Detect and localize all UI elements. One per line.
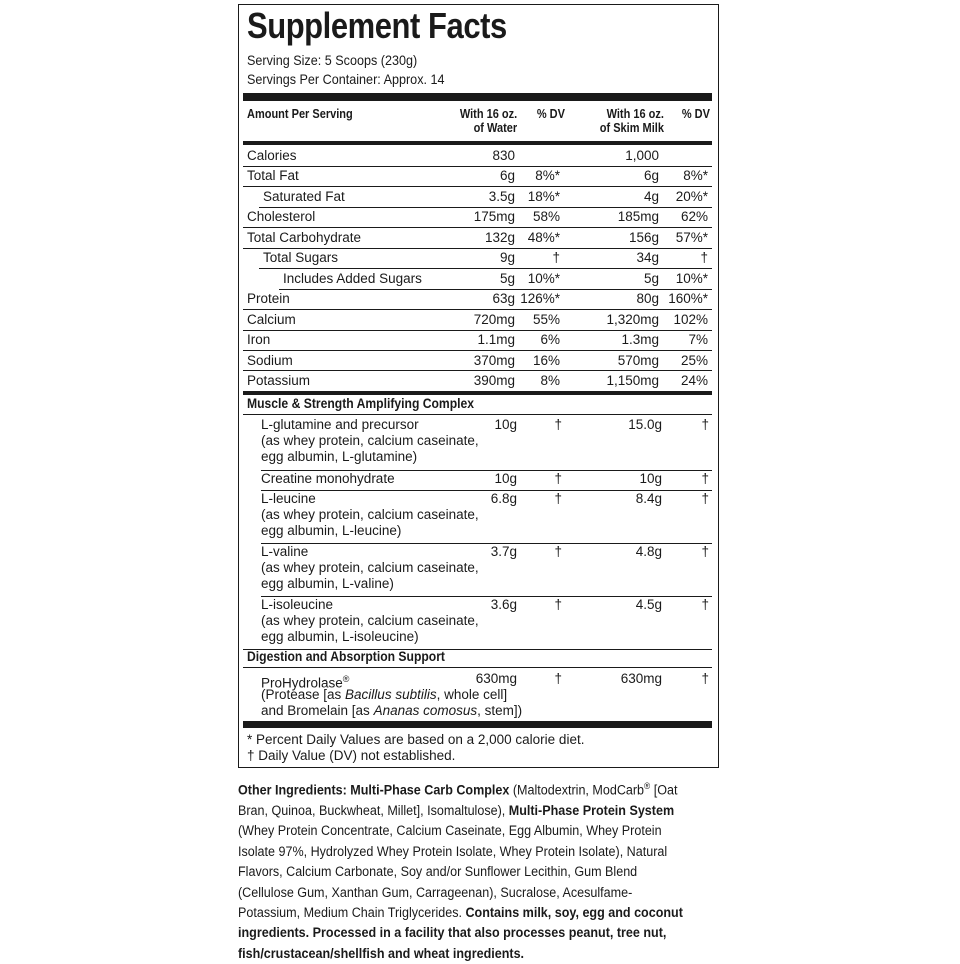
nutrient-water-dv: † [552, 250, 560, 266]
nutrient-milk-amount: 6g [643, 168, 659, 184]
nutrient-name: Calcium [247, 311, 296, 327]
ingredient-source-cont: egg albumin, L-isoleucine) [261, 629, 419, 644]
nutrient-water-amount: 720mg [473, 311, 515, 327]
nutrient-water-amount: 3.5g [488, 188, 515, 204]
ingredient-milk-dv: † [701, 471, 709, 486]
thick-divider [243, 93, 712, 101]
nutrient-milk-dv: 24% [680, 372, 708, 388]
modcarb-reg: ® [644, 781, 651, 791]
nutrient-name: Total Carbohydrate [247, 229, 362, 245]
ingredient-milk-dv: † [701, 597, 709, 612]
ingredient-source: (as whey protein, calcium caseinate, [261, 433, 479, 448]
header-dv1: % DV [536, 107, 565, 121]
nutrient-name: Saturated Fat [263, 188, 345, 204]
nutrient-name: Includes Added Sugars [283, 270, 422, 286]
ingredient-source: (as whey protein, calcium caseinate, [261, 560, 479, 575]
nutrient-water-amount: 1.1mg [477, 332, 515, 348]
nutrient-water-dv: 16% [532, 352, 560, 368]
other-text-3: (Whey Protein Concentrate, Calcium Caseinate, Egg Albumin, Whey Protein Isolate 97%, Hydrolyzed Whey Protein Isolate, Whey Protein Isolate), Natural Flavors, Calcium Carbonate, Soy and/or Sunflower Lecithin, Gum Blend (Cellulose Gum, Xanthan Gum, Carrageenan), Sucralose, Acesulfame-Potassium, Medium Chain Triglycerides. [238, 823, 668, 920]
nutrient-water-dv: 10%* [527, 270, 560, 286]
ingredient-water-amount: 3.7g [490, 544, 517, 559]
nutrient-water-amount: 6g [499, 168, 515, 184]
header-milk [600, 107, 664, 135]
nutrient-water-dv: 58% [532, 209, 560, 225]
digestion-title-rule [243, 667, 712, 668]
complex-row [261, 597, 712, 649]
nutrient-milk-dv: 7% [688, 332, 708, 348]
nutrient-name: Total Sugars [263, 250, 339, 266]
nutrient-row [243, 269, 712, 289]
ingredient-milk-amount: 10g [639, 471, 662, 486]
nutrient-water-amount: 175mg [473, 209, 515, 225]
ingredient-milk-amount: 15.0g [628, 417, 662, 432]
nutrient-water-dv: 48%* [527, 229, 560, 245]
complex-title: Muscle & Strength Amplifying Complex [247, 396, 475, 411]
nutrient-row [243, 310, 712, 330]
ingredient-water-dv: † [554, 471, 562, 486]
other-ingredients-label: Other Ingredients: Multi-Phase Carb Complex [238, 782, 510, 798]
nutrient-milk-dv: 160%* [668, 291, 708, 307]
nutrient-row [243, 146, 712, 166]
bottom-divider [243, 721, 712, 728]
nutrient-water-amount: 132g [484, 229, 515, 245]
nutrient-water-amount: 5g [499, 270, 515, 286]
nutrient-row [243, 248, 712, 268]
ingredient-name: L-isoleucine [261, 597, 334, 612]
header-amount: Amount Per Serving [247, 107, 353, 121]
complex-row [261, 491, 712, 543]
ingredient-milk-amount: 4.5g [635, 597, 662, 612]
ingredient-source: (as whey protein, calcium caseinate, [261, 613, 479, 628]
ingredient-source-cont: egg albumin, L-valine) [261, 576, 394, 591]
nutrient-name: Protein [247, 291, 290, 307]
nutrient-name: Calories [247, 148, 297, 163]
header-water-line2: of Water [473, 121, 517, 135]
prohydrolase-milk: 630mg [620, 671, 662, 686]
header-water [460, 107, 517, 135]
ingredient-name: L-valine [261, 544, 309, 559]
nutrient-row [243, 207, 712, 227]
prohydrolase-water: 630mg [475, 671, 517, 686]
header-milk-line1: With 16 oz. [606, 107, 664, 121]
nutrient-row [243, 330, 712, 350]
ingredient-water-dv: † [554, 491, 562, 506]
ingredient-milk-amount: 4.8g [635, 544, 662, 559]
ingredient-water-dv: † [554, 417, 562, 432]
nutrient-name: Sodium [247, 352, 293, 368]
nutrient-name: Potassium [247, 372, 311, 388]
footnote-dv: * Percent Daily Values are based on a 2,000 calorie diet. [247, 732, 585, 747]
nutrient-water-amount: 9g [499, 250, 515, 266]
complex-row [261, 471, 712, 489]
prohydrolase-dv1: † [554, 671, 562, 686]
nutrient-milk-dv: 8%* [683, 168, 708, 184]
other-text-1: (Maltodextrin, ModCarb [509, 782, 645, 798]
nutrient-water-dv: 6% [540, 332, 560, 348]
header-milk-line2: of Skim Milk [599, 121, 664, 135]
nutrient-milk-dv: 25% [680, 352, 708, 368]
ingredient-milk-amount: 8.4g [635, 491, 662, 506]
nutrient-milk-amount: 1.3mg [621, 332, 659, 348]
ingredient-water-amount: 10g [494, 417, 517, 432]
nutrient-name: Total Fat [247, 168, 299, 184]
nutrient-row [243, 371, 712, 391]
ingredient-source: (as whey protein, calcium caseinate, [261, 507, 479, 522]
header-dv2: % DV [681, 107, 710, 121]
nutrient-row [243, 166, 712, 186]
nutrient-water-amount: 830 [492, 148, 515, 163]
ingredient-milk-dv: † [701, 417, 709, 432]
allergen-statement: Contains milk, soy, egg and coconut ingredients. Processed in a facility that also processes peanut, tree nut, fish/crustacean/shellfish and wheat ingredients. [238, 904, 683, 961]
nutrient-water-dv: 18%* [527, 188, 560, 204]
protein-system-label: Multi-Phase Protein System [508, 802, 675, 818]
nutrient-water-dv: 126%* [520, 291, 560, 307]
ingredient-water-dv: † [554, 544, 562, 559]
ingredient-water-amount: 10g [494, 471, 517, 486]
nutrient-milk-dv: 102% [673, 311, 708, 327]
nutrient-water-amount: 370mg [473, 352, 515, 368]
servings-per-container: Servings Per Container: Approx. 14 [247, 71, 445, 87]
nutrient-milk-amount: 1,000 [625, 148, 659, 163]
nutrient-milk-amount: 4g [643, 188, 659, 204]
nutrient-row [243, 228, 712, 248]
nutrient-milk-amount: 1,150mg [606, 372, 659, 388]
nutrient-milk-amount: 5g [643, 270, 659, 286]
serving-size: Serving Size: 5 Scoops (230g) [247, 52, 418, 68]
nutrient-row [243, 289, 712, 309]
complex-row [261, 544, 712, 596]
nutrient-milk-dv: 57%* [675, 229, 708, 245]
supplement-facts-panel [238, 4, 719, 768]
ingredient-water-dv: † [554, 597, 562, 612]
ingredient-name: L-leucine [261, 491, 316, 506]
nutrient-milk-amount: 156g [628, 229, 659, 245]
other-ingredients [238, 776, 694, 964]
footnote-dagger: † Daily Value (DV) not established. [247, 748, 456, 763]
nutrient-name: Iron [247, 332, 271, 348]
nutrient-milk-dv: 20%* [675, 188, 708, 204]
prohydrolase-block [261, 671, 712, 723]
nutrient-name: Cholesterol [247, 209, 316, 225]
panel-title: Supplement Facts [247, 5, 507, 46]
nutrient-water-amount: 63g [492, 291, 515, 307]
nutrient-milk-dv: 62% [680, 209, 708, 225]
nutrient-water-dv: 8%* [535, 168, 560, 184]
prohydrolase-dv2: † [701, 671, 709, 686]
other-text-2: [Oat Bran, Quinoa, Buckwheat, Millet], Isomaltulose), [238, 782, 678, 818]
section-divider [243, 391, 712, 395]
ingredient-name: L-glutamine and precursor [261, 417, 419, 432]
ingredient-source-cont: egg albumin, L-glutamine) [261, 449, 418, 464]
nutrient-milk-dv: † [700, 250, 708, 266]
nutrient-water-dv: 8% [540, 372, 560, 388]
prohydrolase-name: ProHydrolase® [261, 674, 350, 691]
nutrient-row [243, 351, 712, 371]
complex-row [261, 417, 712, 469]
prohydrolase-line3: and Bromelain [as Ananas comosus, stem]) [261, 703, 523, 718]
ingredient-name: Creatine monohydrate [261, 471, 395, 486]
ingredient-source-cont: egg albumin, L-leucine) [261, 523, 402, 538]
complex-title-rule [243, 414, 712, 415]
ingredient-milk-dv: † [701, 491, 709, 506]
nutrient-milk-amount: 34g [636, 250, 659, 266]
nutrient-row [243, 187, 712, 207]
nutrient-milk-amount: 570mg [617, 352, 659, 368]
nutrient-milk-amount: 185mg [617, 209, 659, 225]
digestion-title: Digestion and Absorption Support [247, 649, 445, 664]
nutrient-water-dv: 55% [532, 311, 560, 327]
ingredient-water-amount: 3.6g [490, 597, 517, 612]
ingredient-milk-dv: † [701, 544, 709, 559]
prohydrolase-line2: (Protease [as Bacillus subtilis, whole cell] [261, 687, 508, 702]
nutrient-milk-amount: 80g [636, 291, 659, 307]
header-divider [243, 141, 712, 145]
nutrient-milk-dv: 10%* [675, 270, 708, 286]
nutrient-water-amount: 390mg [473, 372, 515, 388]
ingredient-water-amount: 6.8g [490, 491, 517, 506]
nutrient-milk-amount: 1,320mg [606, 311, 659, 327]
header-water-line1: With 16 oz. [459, 107, 517, 121]
